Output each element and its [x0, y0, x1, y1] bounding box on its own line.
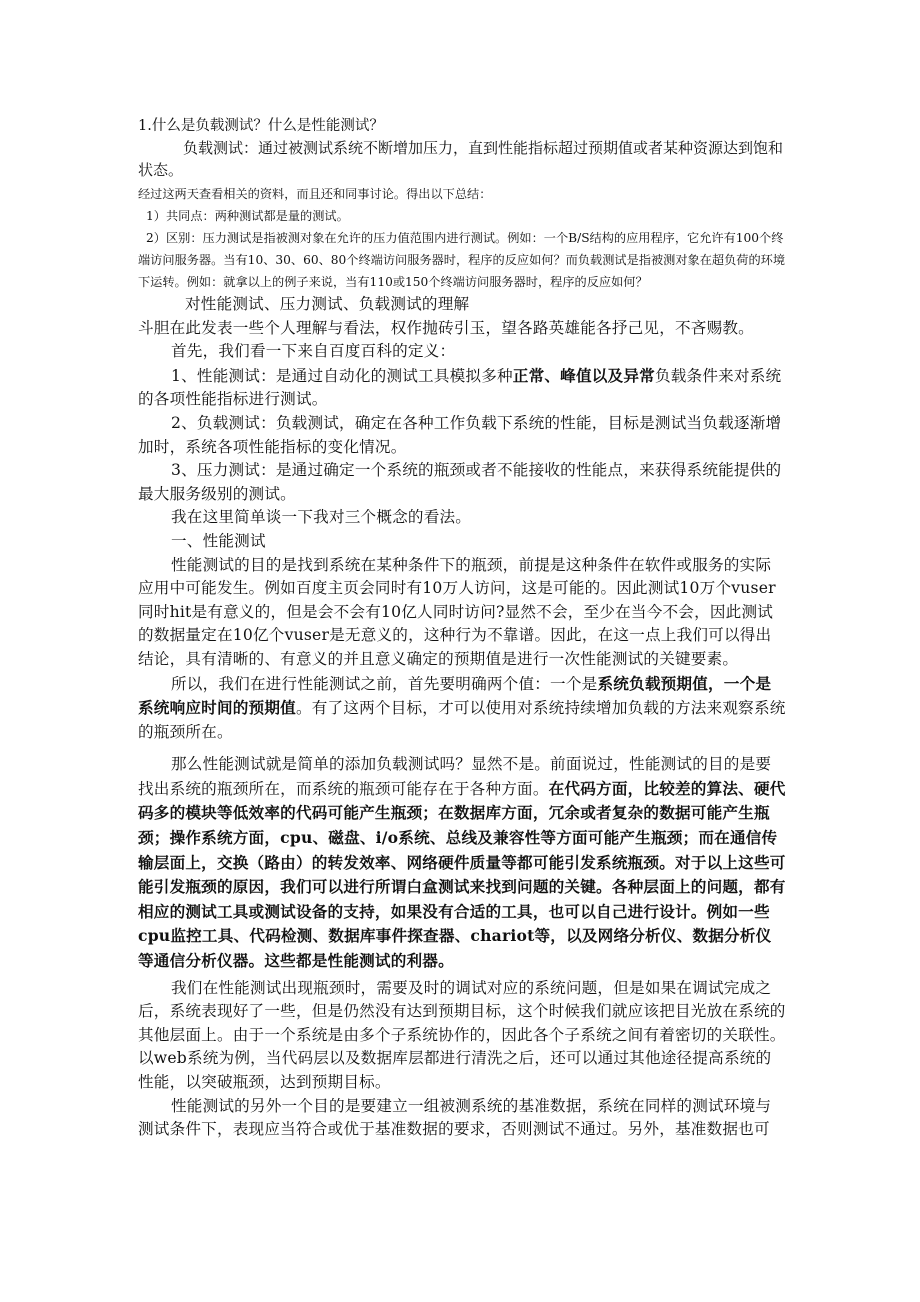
- section-title: 对性能测试、压力测试、负载测试的理解: [185, 295, 470, 313]
- part-one-title: 一、性能测试: [171, 531, 266, 550]
- system-paragraph: 我们在性能测试出现瓶颈时，需要及时的调试对应的系统问题，但是如果在调试完成之后，系统表现好了一些，但是仍然没有达到预期目标，这个时候我们就应该把目光放在系统的其他层面上。由于一个系统是由多个子系统协作的，因此各个子系统之间有着密切的关联性。以web系统为例，当代码层以及数据库层都进行清洗之后，还可以通过其他途径提高系统的性能，以突破瓶颈，达到预期目标。: [138, 978, 786, 1091]
- summary-intro: 经过这两天查看相关的资料，而且还和同事讨论。得出以下总结：: [138, 187, 492, 201]
- paragraph-text: 所以，我们在进行性能测试之前，首先要明确两个值：一个是: [171, 674, 598, 693]
- definition-stress: 3、压力测试：是通过确定一个系统的瓶颈或者不能接收的性能点，来获得系统能提供的最大服务级别的测试。: [138, 461, 782, 503]
- opening-paragraph: 斗胆在此发表一些个人理解与看法，权作抛砖引玉，望各路英雄能各抒己见，不吝赐教。: [138, 318, 754, 337]
- purpose-paragraph: 性能测试的目的是找到系统在某种条件下的瓶颈，前提是这种条件在软件或服务的实际应用中可能发生。例如百度主页会同时有10万人访问，这是可能的。因此测试10万个vuser同时hit是有意义的，但是会不会有10亿人同时访问?显然不会，至少在当今不会，因此测试的数据量定在10亿个vuser是无意义的，这种行为不靠谱。因此，在这一点上我们可以得出结论，具有清晰的、有意义的并且意义确定的预期值是进行一次性能测试的关键要素。: [138, 555, 776, 668]
- load-test-definition: 负载测试：通过被测试系统不断增加压力，直到性能指标超过预期值或者某种资源达到饱和状态。: [138, 139, 784, 179]
- doc-heading: 1.什么是负载测试？什么是性能测试？: [138, 118, 384, 134]
- summary-point-1: 1）共同点：两种测试都是量的测试。: [146, 209, 349, 223]
- paragraph-text: 。有了这两个目标，才可以使用对系统持续增加负载的方法来观察系统的瓶颈所在。: [138, 699, 786, 741]
- two-values-paragraph: [138, 672, 786, 745]
- document-page: [138, 116, 786, 1142]
- my-view: 我在这里简单谈一下我对三个概念的看法。: [171, 508, 472, 527]
- definition-load: 2、负载测试：负载测试，确定在各种工作负载下系统的性能，目标是测试当负载逐渐增加时，系统各项性能指标的变化情况。: [138, 413, 782, 456]
- summary-point-2: 2）区别：压力测试是指被测对象在允许的压力值范围内进行测试。例如：一个B/S结构的应用程序，它允许有100个终端访问服务器。当有10、30、60、80个终端访问服务器时，程序的反应如何？而负载测试是指被测对象在超负荷的环境下运转。例如：就拿以上的例子来说，当有110或150个终端访问服务器时，程序的反应如何？: [138, 231, 786, 289]
- definition-text: 1、性能测试：是通过自动化的测试工具模拟多种: [171, 366, 513, 385]
- baseline-paragraph: 性能测试的另外一个目的是要建立一组被测系统的基准数据，系统在同样的测试环境与测试条件下，表现应当符合或优于基准数据的要求，否则测试不通过。另外，基准数据也可: [138, 1096, 772, 1139]
- baidu-intro: 首先，我们看一下来自百度百科的定义：: [171, 342, 456, 361]
- paragraph-text: 那么性能测试就是简单的添加负载测试吗？显然不是。前面说过，性能测试的目的是要找出系统的瓶颈所在，而系统的瓶颈可能存在于各种方面。: [138, 755, 772, 798]
- definition-performance: [138, 364, 786, 412]
- bottleneck-paragraph: [138, 753, 786, 973]
- definition-emphasis: 正常、峰值以及异常: [512, 365, 655, 385]
- definition-text: 负载条件来对系统的各项性能指标进行测试。: [138, 366, 782, 409]
- paragraph-emphasis: 系统负载预期值，一个是系统响应时间的预期值: [138, 673, 772, 718]
- paragraph-emphasis: 在代码方面，比较差的算法、硬代码多的模块等低效率的代码可能产生瓶颈；在数据库方面，冗余或者复杂的数据可能产生瓶颈；操作系统方面，cpu、磁盘、i/o系统、总线及兼容性等方面可能产生瓶颈；而在通信传输层面上，交换（路由）的转发效率、网络硬件质量等都可能引发系统瓶颈。对于以上这些可能引发瓶颈的原因，我们可以进行所谓白盒测试来找到问题的关键。各种层面上的问题，都有相应的测试工具或测试设备的支持，如果没有合适的工具，也可以自己进行设计。例如一些cpu监控工具、代码检测、数据库事件探查器、chariot等，以及网络分析仪、数据分析仪等通信分析仪器。这些都是性能测试的利器。: [138, 778, 786, 971]
